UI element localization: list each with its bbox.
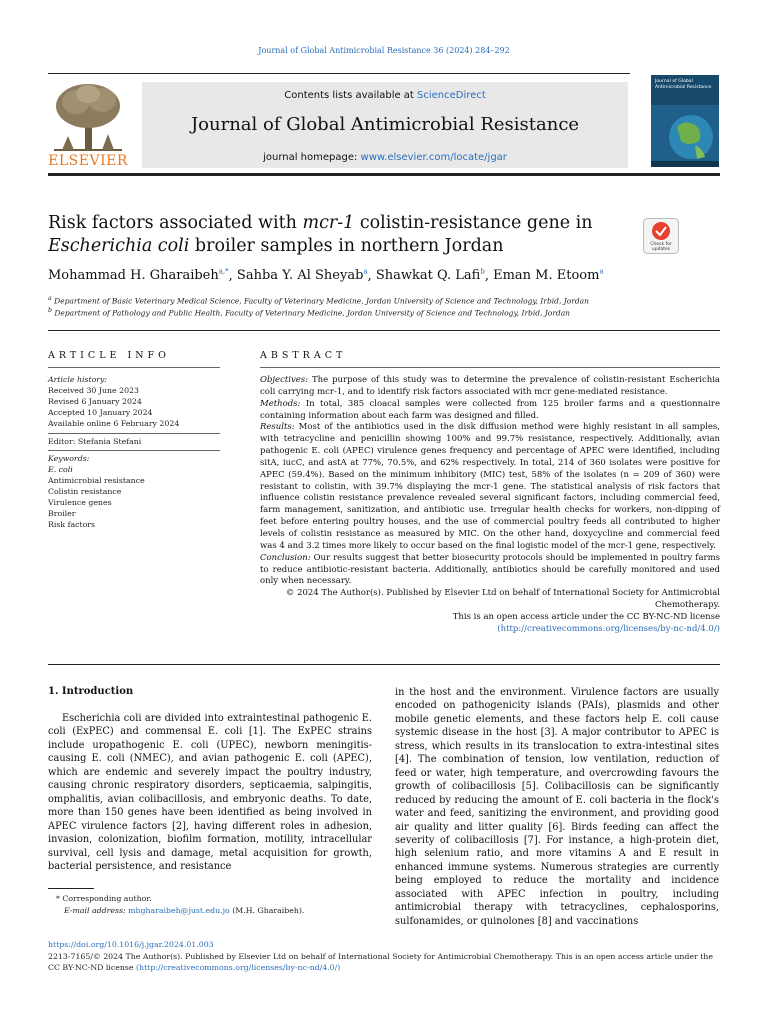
history-item: Available online 6 February 2024 [48,418,180,428]
keywords-label: Keywords: [48,454,90,464]
journal-masthead [142,82,628,168]
author[interactable] [48,268,229,283]
section-divider [48,330,720,331]
abstract-label: Methods: [260,398,301,409]
keyword: Virulence genes [48,498,112,508]
keyword: Antimicrobial resistance [48,476,145,486]
footer-legal [48,951,720,973]
affiliation-text: Department of Pathology and Public Health, Faculty of Veterinary Medicine, Jordan University of Science and Technology, Irbid, Jordan [54,308,571,318]
article-info [48,375,220,531]
license-text: This is an open access article under the CC BY-NC-ND license [452,611,720,622]
abstract-text: Our results suggest that better biosecurity protocols should be implemented in poultry farms to reduce antibiotic-resistant bacteria. Additionally, antibiotics should be carefully monitored and used only when necessary. [260,552,720,587]
keyword: Risk factors [48,519,96,529]
legal-text: 2213-7165/© 2024 The Author(s). Published by Elsevier Ltd on behalf of International Society for Antimicrobial Chemotherapy. This is an open access article under the CC BY-NC-ND license [48,952,713,972]
email-note [56,905,376,917]
author[interactable] [493,268,604,283]
history-label: Article history: [48,375,108,384]
abstract-label: Objectives: [260,375,309,385]
author-name: Shawkat Q. Lafi [375,268,481,284]
check-for-updates-badge[interactable] [643,218,679,254]
title-part: Risk factors associated with [48,213,303,233]
history-item: Revised 6 January 2024 [48,396,142,406]
journal-reference[interactable]: Journal of Global Antimicrobial Resistance 36 (2024) 284–292 [258,46,510,55]
author-list: Mohammad H. Gharaibeh$^{a,*}$, Sahba Y. Al Sheyab$^a$, Shawkat Q. Lafi$^b$, Eman M. Etoom$^a$ [48,268,604,284]
affiliation [48,307,570,318]
journal-cover-thumbnail[interactable] [651,75,719,167]
abstract-label: Results: [260,422,295,433]
abstract-heading: ABSTRACT [260,350,347,361]
author-name: Sahba Y. Al Sheyab [236,268,364,284]
contents-line [142,90,628,101]
article-info-subrule [48,433,220,434]
homepage-link[interactable]: www.elsevier.com/locate/jgar [360,152,507,163]
body-column-right [395,686,719,928]
abstract-label: Conclusion: [260,552,311,563]
abstract-text: In total, 385 cloacal samples were collected from 125 broiler farms and a questionnaire containing information about each farm was designed and filled. [260,398,721,421]
author-sup: a [599,268,604,276]
author-name: Mohammad H. Gharaibeh [48,268,219,284]
history-item: Received 30 June 2023 [48,385,139,395]
cover-title: Journal of Global Antimicrobial Resistance [655,79,712,90]
copyright-notice [260,588,720,635]
footnote-rule [48,888,94,889]
body-paragraph: Escherichia coli are divided into extraintestinal pathogenic E. coli (ExPEC) and commensal E. coli [1]. The ExPEC strains include uropathogenic E. coli (UPEC), newborn meningitis-causing E. coli (NMEC), and avian pathogenic E. coli (APEC), which are endemic and severely impact the poultry industry, causing chronic respiratory disorders, septicaemia, salpingitis, omphalitis, avian colibacillosis, and embryonic deaths. To date, more than 150 genes have been identified as being involved in APEC virulence factors [2], having different roles in adhesion, invasion, colonization, biofilm formation, motility, intracellular survival, cell lysis and damage, metal acquisition for growth, bacterial persistence, and resistance [48,713,372,872]
corresponding-note: * Corresponding author. [56,894,152,903]
author-sup: a [363,268,368,276]
abstract-conclusion [260,553,720,589]
abstract-rule [260,367,720,368]
article-title [48,212,608,258]
article-info-rule [48,367,220,368]
check-updates-label: Check for updates [650,242,672,252]
title-species: Escherichia coli [48,236,190,256]
section-divider [48,664,720,665]
section-heading: 1. Introduction [48,686,134,697]
email-owner: (M.H. Gharaibeh). [232,906,305,915]
header-bottom-rule [48,173,720,176]
affiliation-text: Department of Basic Veterinary Medical Science, Faculty of Veterinary Medicine, Jordan University of Science and Technology, Irbid, Jordan [54,296,589,306]
author-name: Eman M. Etoom [493,268,600,284]
legal-license-link[interactable]: (http://creativecommons.org/licenses/by-nc-nd/4.0/) [136,963,341,972]
history-item: Accepted 10 January 2024 [48,407,153,417]
title-gene: mcr-1 [302,213,355,233]
footnotes [56,893,376,917]
author-sup: b [480,268,485,276]
author[interactable] [376,268,485,283]
email-link[interactable]: mhgharaibeh@just.edu.jo [128,906,230,915]
author[interactable] [237,268,368,283]
body-paragraph: in the host and the environment. Virulence factors are usually encoded on pathogenicity islands (PAIs), plasmids and other mobile genetic elements, and these factors help E. coli cause systemic disease in the host [3]. A major contributor to APEC is stress, which results in its translocation to extra-intestinal sites [4]. The combination of tension, low ventilation, reduction of feed or water, high temperature, and overcrowding favours the growth of colibacillosis [5]. Colibacillosis can be significantly reduced by reducing the amount of E. coli bacteria in the flock's water and feed, sanitizing the environment, and providing good air quality and litter quality [6]. Birds feeding can affect the severity of colibacillosis [7]. For instance, a high-protein diet, high selenium ratio, and more vitamins A and E result in enhanced immune systems. Numerous strategies are currently being employed to reduce the mortality and incidence associated with APEC infection in poultry, including antimicrobial therapy with tetracyclines, cephalosporins, sulfonamides, or quinolones [8] and vaccinations [395,687,719,927]
abstract-objectives [260,375,720,399]
email-label: E-mail address: [64,906,126,915]
keyword: Broiler [48,508,76,518]
article-info-subrule [48,450,220,451]
doi-link[interactable]: https://doi.org/10.1016/j.jgar.2024.01.003 [48,940,214,949]
title-part: colistin-resistance gene in [354,213,593,233]
article-info-heading: ARTICLE INFO [48,350,170,361]
affiliation [48,295,589,306]
affiliation-sup: a [48,295,52,302]
affiliation-sup: b [48,307,53,314]
author-sup: a,* [218,268,229,276]
title-part: broiler samples in northern Jordan [189,236,504,256]
editor: Editor: Stefania Stefani [48,436,142,446]
header-top-rule [48,73,630,74]
copyright-text: © 2024 The Author(s). Published by Elsevier Ltd on behalf of International Society for Antimicrobial Chemotherapy. [285,588,720,611]
elsevier-logo[interactable] [48,80,128,168]
elsevier-wordmark: ELSEVIER [48,153,128,169]
body-column-left [48,712,372,873]
sciencedirect-link[interactable]: ScienceDirect [417,90,486,101]
contents-prefix: Contents lists available at [284,90,418,101]
homepage-prefix: journal homepage: [263,152,361,163]
homepage-line [142,152,628,163]
abstract-results [260,422,720,552]
keyword: Colistin resistance [48,487,122,497]
keyword: E. coli [48,465,73,475]
abstract-body [260,375,720,636]
abstract-text: Most of the antibiotics used in the disk diffusion method were highly resistant in all samples, with tetracycline and penicillin showing 100% and 99.7% resistance, respectively. Additionally, avian pathogenic E. coli (APEC) virulence genes frequency and percentage of APEC were identified, including sitA, iucC, and astA at 77%, 70.5%, and 62% respectively. In total, 214 of 360 isolates were positive for APEC (59.4%). Based on the minimum inhibitory (MIC) test, 58% of the isolates (n = 209 of 360) were resistant to colistin, with 39.7% displaying the mcr-1 gene. The statistical analysis of risk factors that influence colistin resistance prevalence revealed several significant factors, including commercial feed, farm management, sanitization, and antibiotic use. Irregular health checks for workers, non-dipping of feet before entering poultry houses, and the use of commercial poultry feeds all contributed to higher levels of colistin resistance as measured by MIC. On the other hand, doxycycline and commercial feed was 4 and 3.2 times more likely to occur based on the final logistic model of the mcr-1 gene, respectively. [260,422,720,551]
abstract-methods [260,399,720,423]
license-link[interactable]: (http://creativecommons.org/licenses/by-nc-nd/4.0/) [497,623,720,634]
abstract-text: The purpose of this study was to determine the prevalence of colistin-resistant Escherichia coli carrying mcr-1, and to identify risk factors associated with mcr gene-mediated resistance. [260,375,720,397]
journal-title: Journal of Global Antimicrobial Resistance [190,114,580,135]
corresponding-text: Corresponding author. [62,894,152,903]
